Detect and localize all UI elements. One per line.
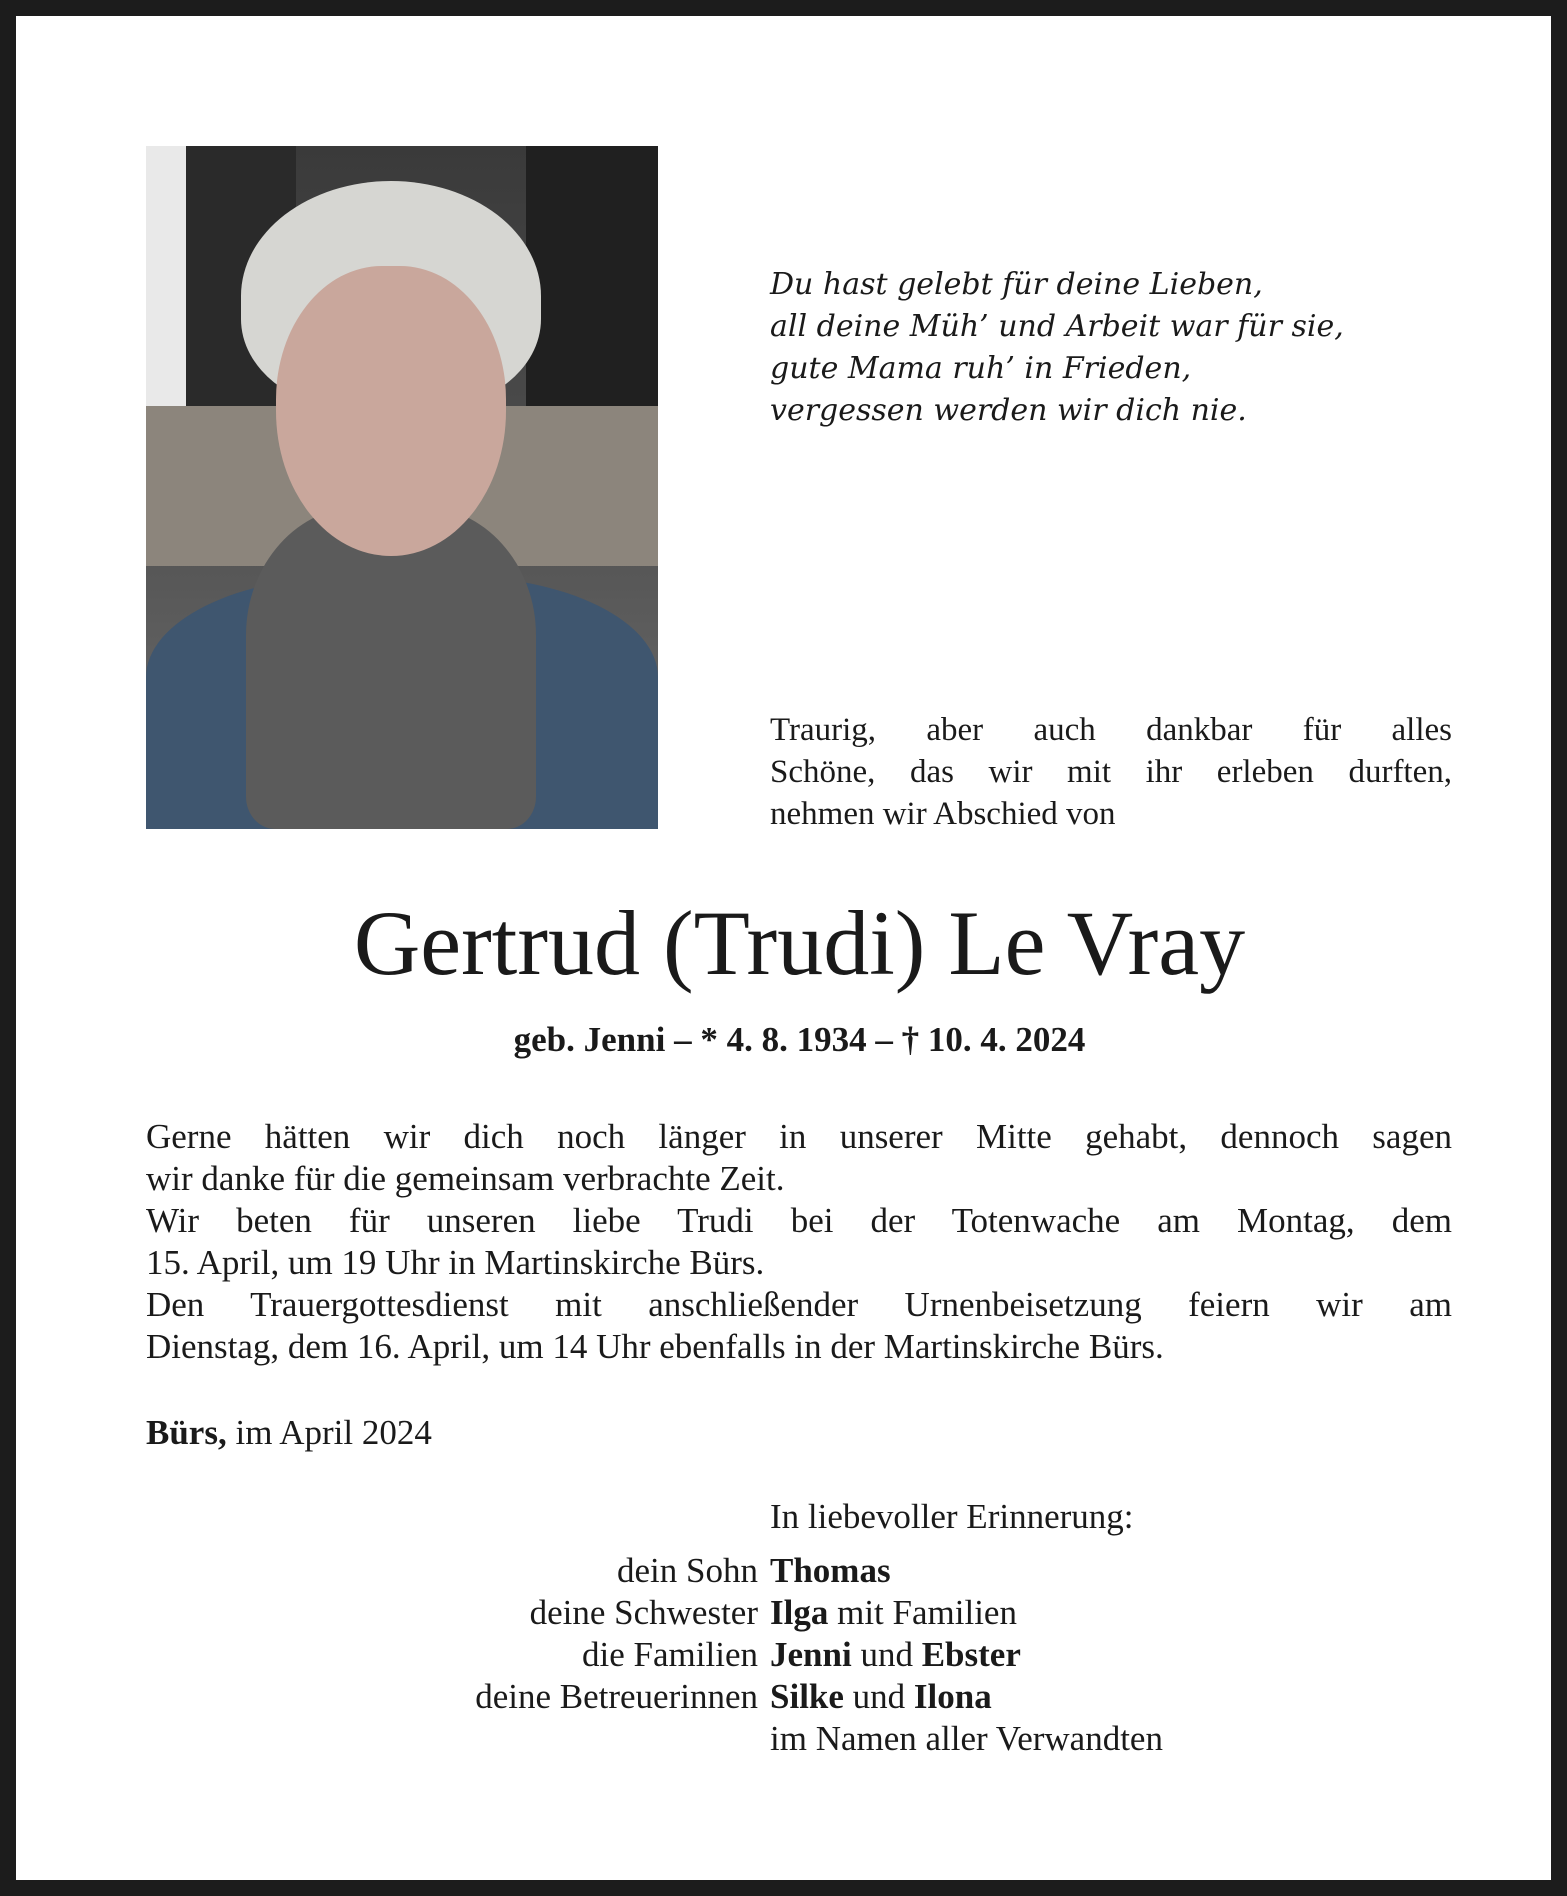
signature-names [770,1676,992,1718]
signature-relation: die Familien [582,1635,758,1674]
place-month: im April 2024 [226,1413,432,1452]
body-line: 15. April, um 19 Uhr in Martinskirche Bürs. [146,1243,765,1282]
poem-line: all deine Müh’ und Arbeit war für sie, [770,309,1344,344]
poem-line: vergessen werden wir dich nie. [770,393,1247,428]
body-line: Den Trauergottesdienst mit anschließender Urnenbeisetzung feiern wir am [146,1285,1452,1324]
poem [770,264,1344,432]
signature-names [770,1592,1017,1634]
body-line: Wir beten für unseren liebe Trudi bei der Totenwache am Montag, dem [146,1201,1452,1240]
body-text [146,1116,1452,1368]
signature-relation: dein Sohn [617,1551,758,1590]
signature-closing: im Namen aller Verwandten [770,1719,1163,1758]
signature-connector: mit Familien [828,1593,1017,1632]
signature-row [146,1676,1452,1718]
deceased-name: Gertrud (Trudi) Le Vray [353,892,1246,994]
place-town: Bürs, [146,1413,227,1452]
intro-line: nehmen wir Abschied von [770,796,1116,832]
body-line: Gerne hätten wir dich noch länger in unserer Mitte gehabt, dennoch sagen [146,1117,1452,1156]
portrait-photo [146,146,658,829]
intro-line: Traurig, aber auch dankbar für alles [770,712,1452,748]
signature-names [770,1634,1021,1676]
poem-line: gute Mama ruh’ in Frieden, [770,351,1192,386]
signature-connector: und [843,1677,914,1716]
signature-name: Thomas [770,1551,891,1590]
signature-names [770,1550,891,1592]
signature-relation: deine Betreuerinnen [475,1677,758,1716]
life-dates: geb. Jenni – * 4. 8. 1934 – † 10. 4. 2024 [513,1020,1086,1059]
signature-row [146,1634,1452,1676]
signature-row [146,1592,1452,1634]
poem-line: Du hast gelebt für deine Lieben, [770,267,1263,302]
photo-window [146,146,186,406]
place-date [146,1412,432,1454]
body-line: Dienstag, dem 16. April, um 14 Uhr ebenfalls in der Martinskirche Bürs. [146,1327,1164,1366]
photo-face [276,266,506,556]
signatures [146,1550,1452,1760]
signature-name: Ilga [770,1593,829,1632]
signature-name: Silke [770,1677,844,1716]
body-line: wir danke für die gemeinsam verbrachte Zeit. [146,1159,785,1198]
memory-label: In liebevoller Erinnerung: [770,1497,1134,1536]
intro-text [770,709,1452,835]
signature-name: Ilona [913,1677,992,1716]
signature-connector: und [851,1635,922,1674]
signature-relation: deine Schwester [529,1593,758,1632]
signature-name: Ebster [921,1635,1021,1674]
signature-row [146,1550,1452,1592]
intro-line: Schöne, das wir mit ihr erleben durften, [770,754,1452,790]
photo-curtain-right [526,146,658,446]
signature-name: Jenni [770,1635,852,1674]
